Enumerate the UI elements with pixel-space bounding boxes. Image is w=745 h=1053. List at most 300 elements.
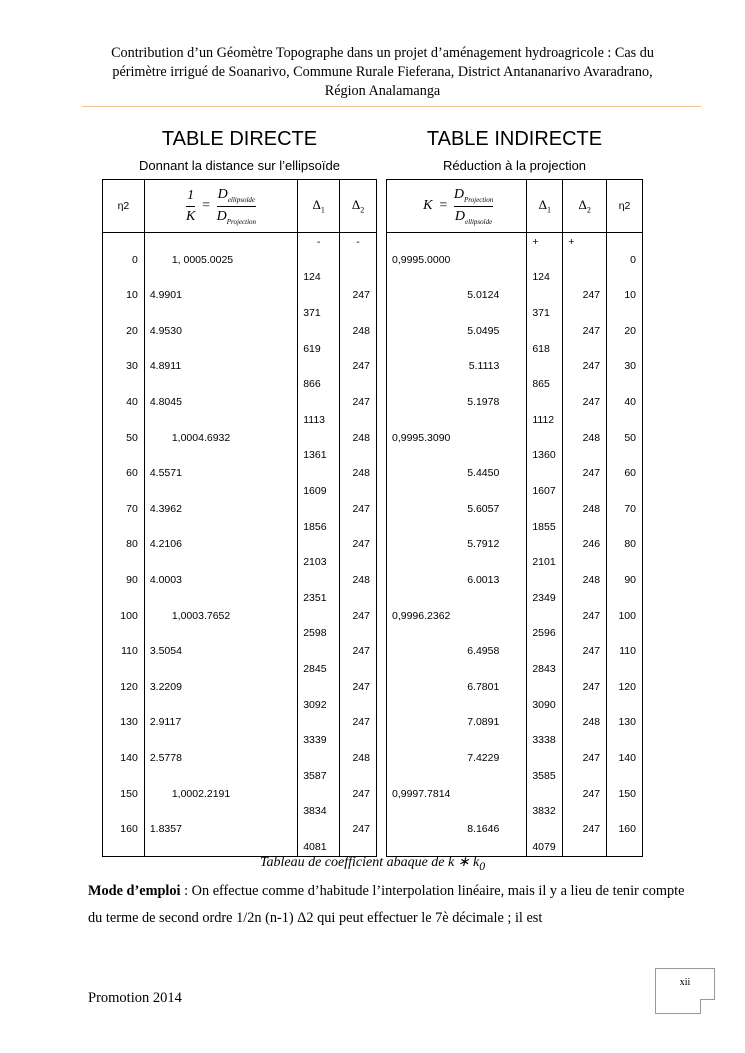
indirect-empty	[607, 696, 643, 714]
indirect-value-cell: 6.4958	[387, 642, 527, 660]
direct-col-delta2: $\Delta_2$	[340, 180, 377, 233]
indirect-empty	[607, 767, 643, 785]
direct-value-row	[103, 322, 377, 340]
direct-empty	[103, 553, 145, 571]
indirect-col-delta2: $\Delta_2$	[563, 180, 607, 233]
direct-eta-cell: 120	[103, 678, 145, 696]
direct-empty	[144, 447, 297, 465]
direct-d1-empty	[298, 571, 340, 589]
direct-d1-empty	[298, 820, 340, 838]
direct-delta-row	[103, 803, 377, 821]
direct-eta-cell: 90	[103, 571, 145, 589]
header-line-3: Région Analamanga	[324, 83, 441, 99]
indirect-d1-empty	[527, 571, 563, 589]
direct-d1-cell: 3092	[298, 696, 340, 714]
direct-empty	[144, 767, 297, 785]
direct-empty	[103, 340, 145, 358]
direct-value-cell: 1, 0005.0025	[144, 251, 297, 269]
direct-value-row	[103, 464, 377, 482]
indirect-empty	[387, 696, 527, 714]
indirect-delta-row	[387, 447, 643, 465]
direct-value-row	[103, 429, 377, 447]
direct-d1-empty	[298, 642, 340, 660]
direct-d2-cell: 248	[340, 322, 377, 340]
direct-delta-row	[103, 375, 377, 393]
direct-delta-row	[103, 269, 377, 287]
direct-sign-row	[103, 233, 377, 251]
page-fold-corner	[700, 999, 715, 1014]
indirect-delta-row	[387, 482, 643, 500]
direct-delta-row	[103, 304, 377, 322]
indirect-empty	[563, 553, 607, 571]
indirect-d2-cell: 247	[563, 607, 607, 625]
direct-d2-cell: 247	[340, 642, 377, 660]
indirect-eta-cell: 100	[607, 607, 643, 625]
mode-emploi-paragraph	[88, 878, 688, 932]
direct-delta-row	[103, 731, 377, 749]
mode-emploi-text: : On effectue comme d’habitude l’interpolation linéaire, mais il y a lieu de tenir compte du terme de second ordre 1/2n (n-1) Δ2 qui peut effectuer le 7è décimale ; il est	[88, 883, 685, 926]
indirect-sign-empty	[607, 233, 643, 251]
page-footer: Promotion 2014	[88, 990, 182, 1006]
direct-empty	[340, 625, 377, 643]
direct-d2-cell: 247	[340, 286, 377, 304]
direct-d1-cell: 866	[298, 375, 340, 393]
direct-empty	[340, 375, 377, 393]
indirect-value-row	[387, 642, 643, 660]
direct-eta-cell: 150	[103, 785, 145, 803]
direct-delta-row	[103, 518, 377, 536]
indirect-value-row	[387, 251, 643, 269]
indirect-value-cell: 8.1646	[387, 820, 527, 838]
indirect-value-row	[387, 536, 643, 554]
indirect-empty	[563, 375, 607, 393]
page-number-box	[655, 968, 715, 1014]
direct-value-cell: 3.5054	[144, 642, 297, 660]
indirect-d1-cell: 2101	[527, 553, 563, 571]
direct-value-cell: 4.8911	[144, 358, 297, 376]
page-header	[80, 44, 685, 101]
direct-d1-cell: 1609	[298, 482, 340, 500]
direct-value-cell: 4.2106	[144, 536, 297, 554]
indirect-d1-empty	[527, 714, 563, 732]
direct-empty	[144, 269, 297, 287]
indirect-d1-cell: 2843	[527, 660, 563, 678]
direct-d1-empty	[298, 536, 340, 554]
indirect-empty	[563, 340, 607, 358]
indirect-d1-cell: 2596	[527, 625, 563, 643]
direct-value-row	[103, 785, 377, 803]
indirect-eta-cell: 20	[607, 322, 643, 340]
direct-empty	[340, 660, 377, 678]
indirect-d2-cell: 247	[563, 785, 607, 803]
indirect-value-cell: 5.1978	[387, 393, 527, 411]
direct-d1-cell: 619	[298, 340, 340, 358]
indirect-value-row	[387, 286, 643, 304]
indirect-eta-cell: 80	[607, 536, 643, 554]
indirect-empty	[563, 696, 607, 714]
direct-value-row	[103, 714, 377, 732]
indirect-empty	[607, 411, 643, 429]
indirect-value-row	[387, 678, 643, 696]
direct-empty	[103, 447, 145, 465]
indirect-empty	[563, 304, 607, 322]
direct-d1-empty	[298, 678, 340, 696]
indirect-d1-empty	[527, 464, 563, 482]
indirect-empty	[387, 589, 527, 607]
direct-eta-cell: 50	[103, 429, 145, 447]
direct-value-row	[103, 642, 377, 660]
direct-sign-d2: -	[340, 233, 377, 251]
indirect-col-formula: K = $\frac{D_{Projection}}{D_{ellipsoïde}}$	[387, 180, 527, 233]
indirect-eta-cell: 160	[607, 820, 643, 838]
direct-value-cell: 4.0003	[144, 571, 297, 589]
direct-delta-row	[103, 482, 377, 500]
indirect-d1-empty	[527, 820, 563, 838]
direct-sign-empty	[103, 233, 145, 251]
direct-d1-cell: 1113	[298, 411, 340, 429]
indirect-d2-cell: 247	[563, 678, 607, 696]
direct-table	[102, 179, 377, 857]
indirect-empty	[607, 482, 643, 500]
page-number: xii	[679, 977, 691, 988]
indirect-eta-cell: 120	[607, 678, 643, 696]
direct-eta-cell: 70	[103, 500, 145, 518]
direct-d1-empty	[298, 785, 340, 803]
indirect-empty	[563, 660, 607, 678]
indirect-empty	[387, 803, 527, 821]
direct-delta-row	[103, 696, 377, 714]
indirect-sign-row	[387, 233, 643, 251]
direct-d1-cell: 1361	[298, 447, 340, 465]
indirect-d1-empty	[527, 393, 563, 411]
indirect-value-row	[387, 429, 643, 447]
indirect-value-cell: 6.7801	[387, 678, 527, 696]
indirect-value-row	[387, 393, 643, 411]
indirect-d1-empty	[527, 642, 563, 660]
indirect-table-subtitle: Réduction à la projection	[442, 158, 587, 173]
direct-eta-cell: 10	[103, 286, 145, 304]
indirect-empty	[387, 625, 527, 643]
indirect-empty	[387, 411, 527, 429]
direct-empty	[144, 660, 297, 678]
indirect-value-row	[387, 571, 643, 589]
direct-empty	[103, 375, 145, 393]
direct-empty	[144, 518, 297, 536]
direct-d1-empty	[298, 429, 340, 447]
indirect-eta-cell: 10	[607, 286, 643, 304]
direct-d1-cell: 2351	[298, 589, 340, 607]
direct-d1-empty	[298, 286, 340, 304]
direct-delta-row	[103, 411, 377, 429]
indirect-empty	[387, 660, 527, 678]
indirect-d1-cell: 1855	[527, 518, 563, 536]
indirect-d1-cell: 1360	[527, 447, 563, 465]
mode-emploi-label: Mode d’emploi	[88, 883, 181, 899]
direct-empty	[340, 411, 377, 429]
direct-delta-row	[103, 340, 377, 358]
direct-empty	[103, 518, 145, 536]
indirect-d2-cell: 247	[563, 358, 607, 376]
indirect-delta-row	[387, 660, 643, 678]
direct-empty	[340, 482, 377, 500]
indirect-d1-empty	[527, 251, 563, 269]
indirect-d1-empty	[527, 322, 563, 340]
direct-d2-cell: 247	[340, 500, 377, 518]
direct-value-row	[103, 393, 377, 411]
direct-value-cell: 1,0002.2191	[144, 785, 297, 803]
indirect-empty	[607, 589, 643, 607]
indirect-eta-cell: 60	[607, 464, 643, 482]
indirect-eta-cell: 140	[607, 749, 643, 767]
indirect-delta-row	[387, 518, 643, 536]
indirect-d2-cell: 247	[563, 286, 607, 304]
indirect-value-cell: 0,9997.7814	[387, 785, 527, 803]
direct-d1-cell: 3339	[298, 731, 340, 749]
indirect-value-cell: 5.0124	[387, 286, 527, 304]
indirect-col-eta: η2	[607, 180, 643, 233]
direct-empty	[340, 589, 377, 607]
indirect-empty	[563, 625, 607, 643]
indirect-d1-empty	[527, 607, 563, 625]
indirect-empty	[563, 411, 607, 429]
indirect-d1-empty	[527, 678, 563, 696]
indirect-empty	[387, 518, 527, 536]
indirect-value-cell: 5.7912	[387, 536, 527, 554]
direct-value-cell: 4.5571	[144, 464, 297, 482]
indirect-empty	[563, 803, 607, 821]
direct-eta-cell: 40	[103, 393, 145, 411]
direct-value-cell: 2.9117	[144, 714, 297, 732]
indirect-value-cell: 0,9996.2362	[387, 607, 527, 625]
indirect-delta-row	[387, 269, 643, 287]
direct-col-formula: $\frac{1}{K}$ = $\frac{D_{ellipsoïde}}{D_{Projection}}$	[144, 180, 297, 233]
direct-eta-cell: 0	[103, 251, 145, 269]
indirect-d1-empty	[527, 500, 563, 518]
direct-d2-cell: 247	[340, 607, 377, 625]
direct-value-row	[103, 358, 377, 376]
indirect-value-row	[387, 500, 643, 518]
indirect-value-row	[387, 785, 643, 803]
indirect-value-cell: 7.0891	[387, 714, 527, 732]
indirect-value-row	[387, 464, 643, 482]
direct-value-cell: 1,0003.7652	[144, 607, 297, 625]
direct-empty	[340, 447, 377, 465]
direct-d2-cell: 247	[340, 714, 377, 732]
direct-empty	[144, 589, 297, 607]
indirect-empty	[387, 447, 527, 465]
direct-empty	[144, 304, 297, 322]
direct-empty	[103, 803, 145, 821]
direct-d1-empty	[298, 322, 340, 340]
direct-empty	[103, 482, 145, 500]
indirect-d1-cell: 4079	[527, 838, 563, 856]
indirect-d1-empty	[527, 785, 563, 803]
indirect-d2-cell: 247	[563, 642, 607, 660]
direct-empty	[340, 553, 377, 571]
direct-empty	[103, 304, 145, 322]
direct-eta-cell: 160	[103, 820, 145, 838]
direct-table-subtitle: Donnant la distance sur l’ellipsoïde	[139, 158, 340, 173]
indirect-value-cell: 0,9995.0000	[387, 251, 527, 269]
indirect-empty	[387, 340, 527, 358]
direct-d1-cell: 2598	[298, 625, 340, 643]
direct-value-cell: 3.2209	[144, 678, 297, 696]
direct-d2-cell: 248	[340, 464, 377, 482]
table-caption: Tableau de coefficient abaque de k ∗ $k_0$	[259, 855, 486, 873]
indirect-empty	[563, 589, 607, 607]
indirect-d1-cell: 3090	[527, 696, 563, 714]
direct-value-row	[103, 607, 377, 625]
indirect-d1-cell: 2349	[527, 589, 563, 607]
indirect-d1-cell: 3585	[527, 767, 563, 785]
direct-empty	[103, 696, 145, 714]
indirect-eta-cell: 0	[607, 251, 643, 269]
direct-d2-cell: 247	[340, 678, 377, 696]
direct-value-row	[103, 749, 377, 767]
indirect-eta-cell: 110	[607, 642, 643, 660]
direct-empty	[144, 553, 297, 571]
indirect-delta-row	[387, 625, 643, 643]
indirect-empty	[387, 767, 527, 785]
indirect-value-row	[387, 749, 643, 767]
indirect-delta-row	[387, 767, 643, 785]
indirect-d1-cell: 1112	[527, 411, 563, 429]
direct-d2-cell: 247	[340, 820, 377, 838]
indirect-delta-row	[387, 696, 643, 714]
direct-d1-cell: 3587	[298, 767, 340, 785]
direct-delta-row	[103, 660, 377, 678]
indirect-table	[386, 179, 643, 857]
indirect-eta-cell: 40	[607, 393, 643, 411]
indirect-d1-cell: 124	[527, 269, 563, 287]
direct-d1-empty	[298, 393, 340, 411]
indirect-empty	[563, 269, 607, 287]
direct-eta-cell: 110	[103, 642, 145, 660]
direct-empty	[103, 269, 145, 287]
direct-empty	[340, 340, 377, 358]
indirect-col-delta1: $\Delta_1$	[527, 180, 563, 233]
indirect-empty	[607, 660, 643, 678]
indirect-empty	[563, 731, 607, 749]
indirect-d1-cell: 371	[527, 304, 563, 322]
direct-d1-cell: 124	[298, 269, 340, 287]
direct-value-cell: 2.5778	[144, 749, 297, 767]
direct-eta-cell: 130	[103, 714, 145, 732]
indirect-empty	[607, 340, 643, 358]
direct-eta-cell: 60	[103, 464, 145, 482]
indirect-d1-empty	[527, 429, 563, 447]
direct-delta-row	[103, 767, 377, 785]
indirect-delta-row	[387, 589, 643, 607]
direct-col-delta1: $\Delta_1$	[298, 180, 340, 233]
direct-delta-row	[103, 625, 377, 643]
direct-value-cell: 1.8357	[144, 820, 297, 838]
indirect-d1-cell: 3832	[527, 803, 563, 821]
direct-d2-cell: 248	[340, 429, 377, 447]
indirect-d2-cell: 247	[563, 820, 607, 838]
direct-value-cell: 4.8045	[144, 393, 297, 411]
direct-eta-cell: 30	[103, 358, 145, 376]
direct-empty	[340, 731, 377, 749]
direct-d2-cell: 247	[340, 536, 377, 554]
direct-sign-d1: -	[298, 233, 340, 251]
indirect-delta-row	[387, 553, 643, 571]
indirect-d1-empty	[527, 749, 563, 767]
indirect-sign-empty	[387, 233, 527, 251]
indirect-empty	[387, 482, 527, 500]
direct-d1-cell: 2103	[298, 553, 340, 571]
direct-empty	[103, 660, 145, 678]
indirect-empty	[607, 803, 643, 821]
indirect-value-cell: 5.0495	[387, 322, 527, 340]
direct-d1-empty	[298, 464, 340, 482]
direct-value-row	[103, 286, 377, 304]
direct-d1-empty	[298, 607, 340, 625]
direct-empty	[144, 375, 297, 393]
direct-delta-row	[103, 447, 377, 465]
indirect-value-cell: 5.6057	[387, 500, 527, 518]
direct-d2-cell: 247	[340, 785, 377, 803]
indirect-empty	[387, 269, 527, 287]
direct-delta-row	[103, 589, 377, 607]
direct-empty	[144, 731, 297, 749]
indirect-eta-cell: 90	[607, 571, 643, 589]
indirect-delta-row	[387, 375, 643, 393]
indirect-empty	[387, 731, 527, 749]
direct-col-eta: η2	[103, 180, 145, 233]
indirect-value-cell: 6.0013	[387, 571, 527, 589]
direct-eta-cell: 80	[103, 536, 145, 554]
indirect-empty	[387, 553, 527, 571]
indirect-empty	[607, 625, 643, 643]
direct-d1-cell: 3834	[298, 803, 340, 821]
indirect-delta-row	[387, 731, 643, 749]
indirect-d2-cell: 248	[563, 714, 607, 732]
indirect-d1-empty	[527, 358, 563, 376]
indirect-empty	[563, 518, 607, 536]
indirect-empty	[563, 447, 607, 465]
direct-empty	[340, 269, 377, 287]
direct-d1-empty	[298, 500, 340, 518]
indirect-delta-row	[387, 411, 643, 429]
direct-empty	[144, 803, 297, 821]
direct-empty	[103, 411, 145, 429]
indirect-empty	[607, 731, 643, 749]
indirect-empty	[387, 304, 527, 322]
direct-value-cell: 1,0004.6932	[144, 429, 297, 447]
indirect-delta-row	[387, 304, 643, 322]
indirect-d1-cell: 3338	[527, 731, 563, 749]
direct-d1-cell: 371	[298, 304, 340, 322]
indirect-d2-cell: 247	[563, 393, 607, 411]
indirect-sign-d2: +	[563, 233, 607, 251]
indirect-value-row	[387, 714, 643, 732]
indirect-d2-cell: 248	[563, 429, 607, 447]
indirect-empty	[607, 518, 643, 536]
direct-empty	[103, 625, 145, 643]
direct-d1-cell: 2845	[298, 660, 340, 678]
indirect-d2-cell: 247	[563, 464, 607, 482]
direct-value-cell: 4.9901	[144, 286, 297, 304]
direct-empty	[144, 625, 297, 643]
indirect-empty	[607, 447, 643, 465]
direct-eta-cell: 20	[103, 322, 145, 340]
indirect-empty	[607, 269, 643, 287]
direct-value-row	[103, 536, 377, 554]
indirect-delta-row	[387, 803, 643, 821]
direct-empty	[144, 411, 297, 429]
direct-d1-empty	[298, 714, 340, 732]
